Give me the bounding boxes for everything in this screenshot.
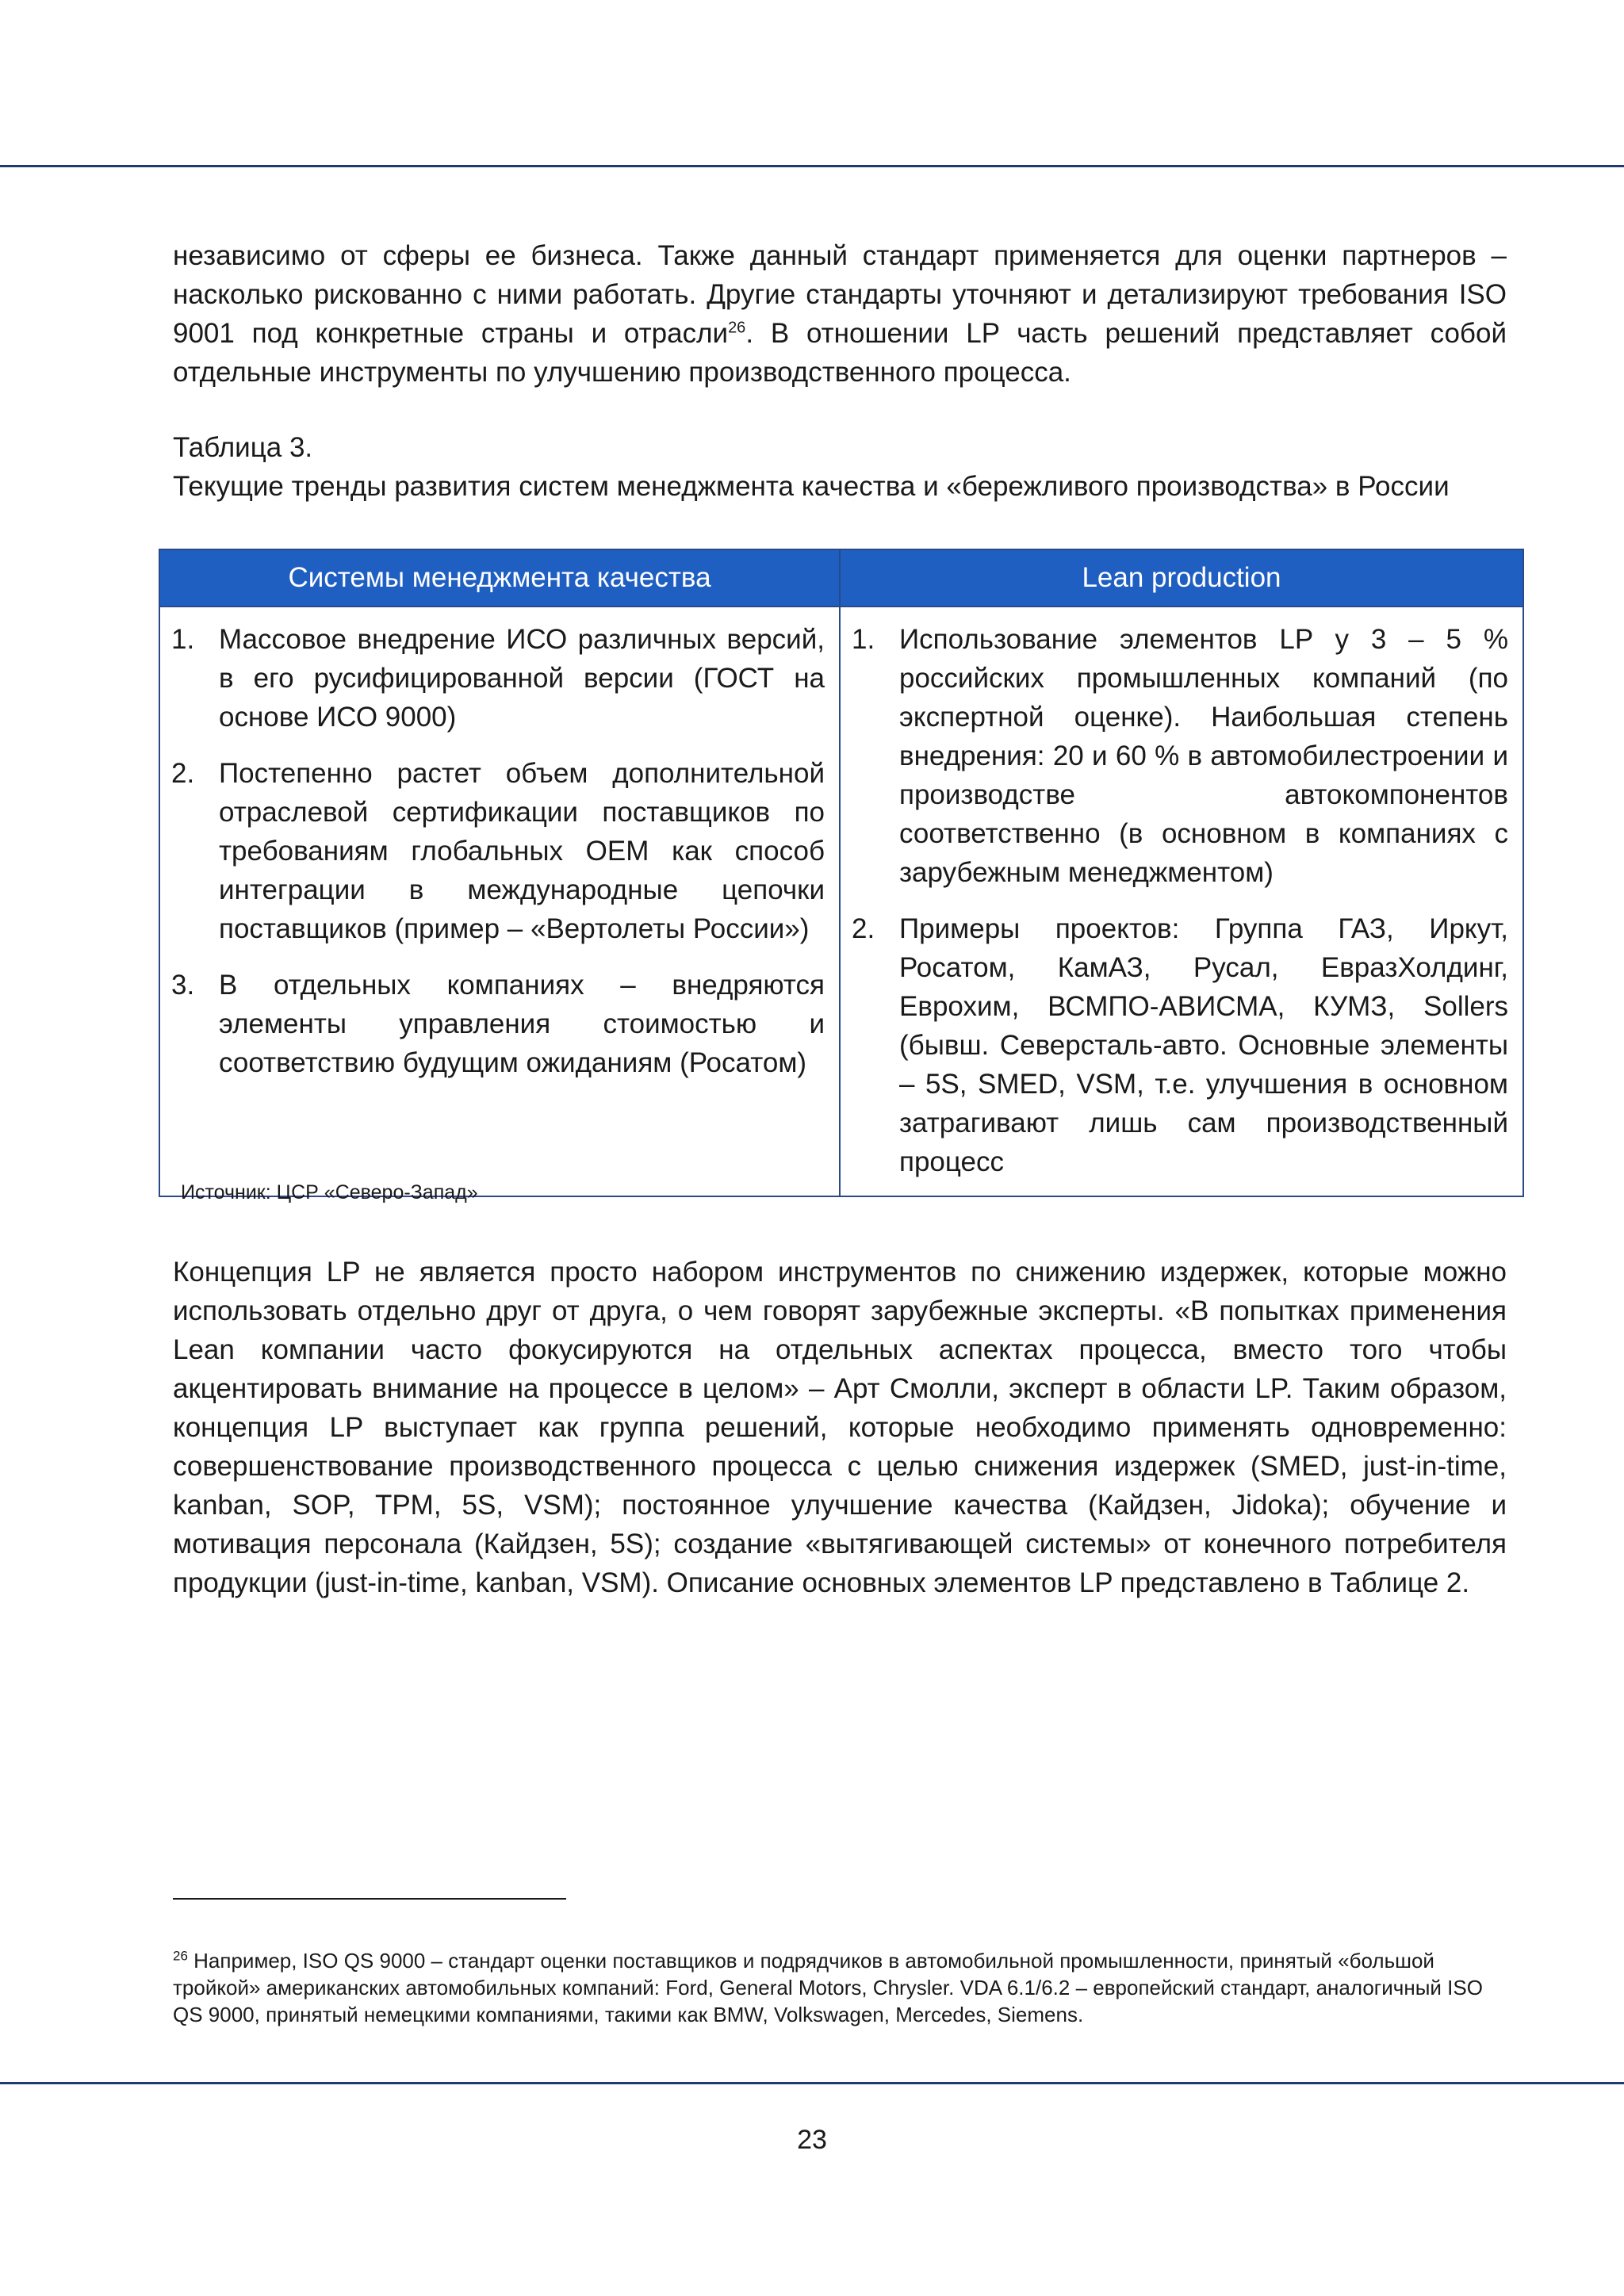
table-source-note: Источник: ЦСР «Северо-Запад»: [181, 1181, 478, 1203]
trends-table: [159, 549, 1524, 1197]
footnote-number: 26: [173, 1948, 188, 1964]
table-label: Таблица 3.: [173, 432, 313, 463]
list-item-text: В отдельных компаниях – внедряются элементы управления стоимостью и соответствию будущим ожиданиям (Росатом): [219, 970, 825, 1078]
list-item: [171, 754, 825, 948]
intro-text-continued: . В отношении LP часть решений представляет собой отдельные инструменты по улучшению производственного процесса.: [173, 318, 1507, 388]
list-item-number: 1.: [171, 624, 195, 655]
list-item: [171, 966, 825, 1082]
quality-systems-cell: [159, 607, 840, 1196]
intro-text: независимо от сферы ее бизнеса. Также данный стандарт применяется для оценки партнеров – насколько рискованно с ними работать. Другие стандарты уточняют и детализируют требования ISO 9001 под конкретные страны и отрасли: [173, 240, 1507, 349]
table-header-quality-systems: Системы менеджмента качества: [159, 549, 840, 607]
list-item-number: 2.: [171, 758, 195, 789]
list-item-text: Постепенно растет объем дополнительной отраслевой сертификации поставщиков по требованиям глобальных OEM как способ интеграции в международные цепочки поставщиков (пример – «Вертолеты России»): [219, 758, 825, 944]
footnote-text: Например, ISO QS 9000 – стандарт оценки поставщиков и подрядчиков в автомобильной промышленности, принятый «большой тройкой» американских автомобильных компаний: Ford, General Motors, Chrysler. VDA 6.1/6.2 – европейский стандарт, аналогичный ISO QS 9000, принятый немецкими компаниями, такими как BMW, Volkswagen, Mercedes, Siemens.: [173, 1949, 1483, 2026]
lean-production-list: [852, 620, 1508, 1181]
list-item-number: 3.: [171, 970, 195, 1001]
list-item: [171, 620, 825, 737]
header-rule: [0, 165, 1624, 167]
page-number: 23: [797, 2125, 827, 2155]
list-item-text: Использование элементов LP у 3 – 5 % российских промышленных компаний (по экспертной оценке). Наибольшая степень внедрения: 20 и 60 % в автомобилестроении и производстве автокомпонентов соответственно (в основном в компаниях с зарубежным менеджментом): [899, 624, 1508, 888]
table-header-lean-production: Lean production: [840, 549, 1523, 607]
lean-production-cell: [840, 607, 1523, 1196]
list-item-number: 2.: [852, 913, 875, 944]
list-item-text: Массовое внедрение ИСО различных версий, в его русифицированной версии (ГОСТ на основе ИСО 9000): [219, 624, 825, 733]
footnote-reference[interactable]: 26: [728, 319, 746, 337]
table-title: Текущие тренды развития систем менеджмента качества и «бережливого производства» в России: [173, 471, 1450, 502]
body-paragraph: Концепция LP не является просто набором инструментов по снижению издержек, которые можно использовать отдельно друг от друга, о чем говорят зарубежные эксперты. «В попытках применения Lean компании часто фокусируются на отдельных аспектах процесса, вместо того чтобы акцентировать внимание на процессе в целом» – Арт Смолли, эксперт в области LP. Таким образом, концепция LP выступает как группа решений, которые необходимо применять одновременно: совершенствование производственного процесса с целью снижения издержек (SMED, just-in-time, kanban, SOP, TPM, 5S, VSM); постоянное улучшение качества (Кайдзен, Jidoka); обучение и мотивация персонала (Кайдзен, 5S); создание «вытягивающей системы» от конечного потребителя продукции (just-in-time, kanban, VSM). Описание основных элементов LP представлено в Таблице 2.: [173, 1257, 1507, 1598]
footer-rule: [0, 2082, 1624, 2084]
list-item: [852, 909, 1508, 1181]
footnote-separator: [173, 1898, 566, 1900]
table-caption: [173, 428, 1507, 506]
list-item-number: 1.: [852, 624, 875, 655]
list-item-text: Примеры проектов: Группа ГАЗ, Иркут, Росатом, КамАЗ, Русал, ЕвразХолдинг, Еврохим, ВСМПО-АВИСМА, КУМЗ, Sollers (бывш. Северсталь-авто. Основные элементы – 5S, SMED, VSM, т.е. улучшения в основном затрагивают лишь сам производственный процесс: [899, 913, 1508, 1177]
quality-systems-list: [171, 620, 825, 1082]
footnote: [173, 1947, 1507, 2028]
list-item: [852, 620, 1508, 892]
intro-paragraph: [173, 236, 1507, 392]
